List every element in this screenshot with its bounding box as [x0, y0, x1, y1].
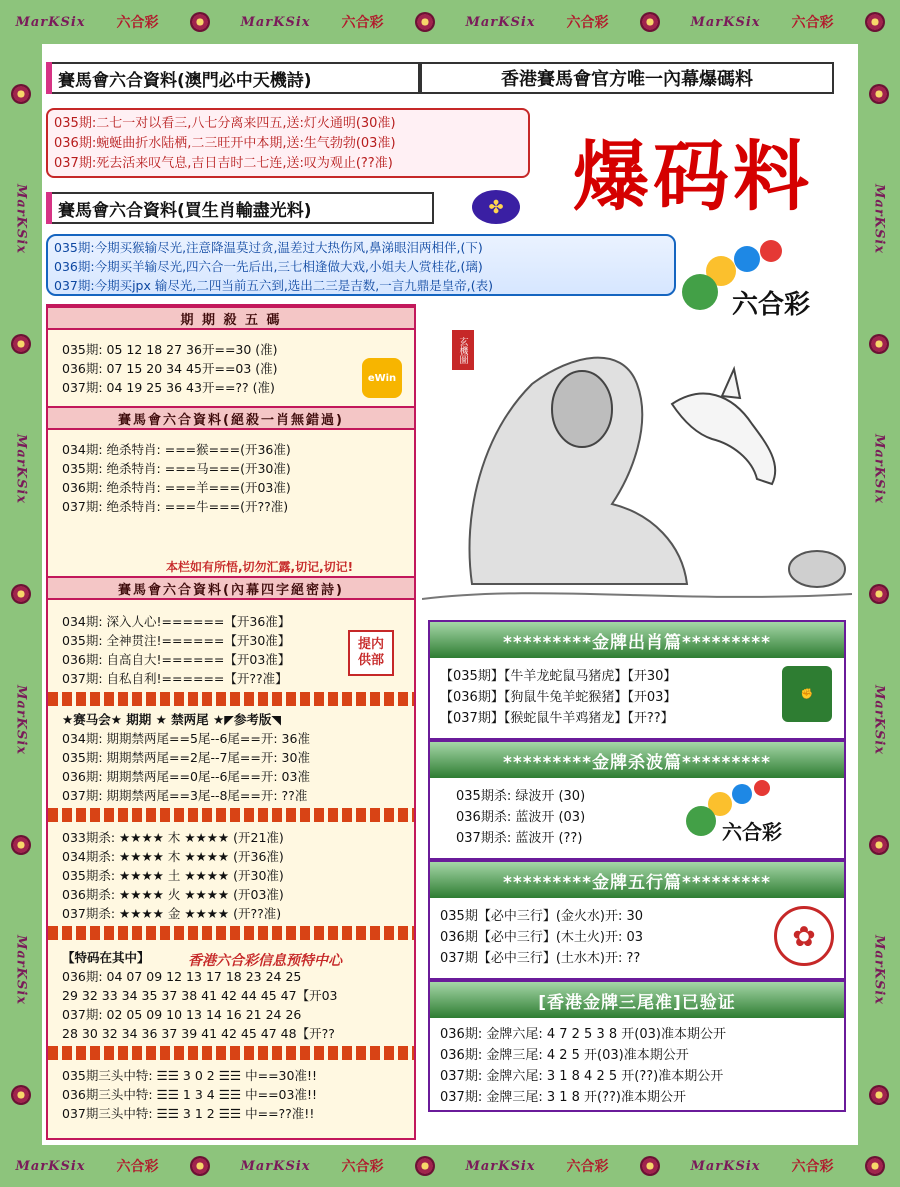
ball-icon — [760, 240, 782, 262]
zodiac-loss-box — [46, 234, 676, 296]
ball-icon — [682, 274, 718, 310]
marksix-label: MarKSix — [690, 1158, 761, 1174]
special-code-row: 28 30 32 34 36 37 39 41 42 45 47 48【开?? — [62, 1026, 335, 1041]
gold-five-body — [430, 898, 844, 978]
lhc-label: 六合彩 — [341, 15, 384, 31]
gold-zodiac-body — [430, 658, 844, 738]
kill-five-list — [62, 340, 278, 397]
headline: 香港賽馬會官方唯一內幕爆碼料 — [420, 62, 834, 94]
kill-zodiac-list — [62, 440, 291, 516]
kill-zodiac-row: 036期: 绝杀特肖: ===羊===(开03准) — [62, 480, 291, 495]
rabbit-ears — [722, 369, 740, 398]
lhc-label: 六合彩 — [791, 15, 834, 31]
gold-zodiac-panel — [428, 620, 846, 740]
title-zodiac — [46, 192, 434, 224]
special-code-row: 037期: 02 05 09 10 13 14 16 21 24 26 — [62, 1007, 302, 1022]
ewin-badge: eWin — [362, 358, 402, 398]
flower-icon — [640, 12, 660, 32]
marksix-label: MarKSix — [13, 684, 29, 755]
tail-ban-head: ★赛马会★ 期期 ★ 禁两尾 ★◤参考版◥ — [62, 712, 281, 727]
marksix-label: MarKSix — [871, 684, 887, 755]
marksix-label: MarKSix — [690, 14, 761, 30]
gold-tail-row: 036期: 金牌三尾: 4 2 5 开(03)准本期公开 — [440, 1048, 689, 1063]
lhc-label: 六合彩 — [116, 15, 159, 31]
rabbit-shape — [672, 394, 775, 484]
flower-icon — [11, 334, 31, 354]
flower-icon — [415, 1156, 435, 1176]
gold-tail-title: [香港金牌三尾准]已验证 — [430, 982, 844, 1018]
gold-five-row: 035期【必中三行】(金火水)开: 30 — [440, 909, 644, 924]
shrub — [789, 551, 845, 587]
marksix-label: MarKSix — [465, 14, 536, 30]
element-kill-row: 035期杀: ★★★★ 土 ★★★★ (开30准) — [62, 868, 284, 883]
info-center-label: 香港六合彩信息预特中心 — [188, 953, 342, 969]
zodiac-loss-row: 037期:今期买jpx 输尽光,二四当前五六到,选出二三是吉数,一言九鼎是皇帝,(表) — [54, 278, 493, 293]
zodiac-loss-row: 035期:今期买猴输尽光,注意降温莫过贪,温差过大热伤风,鼻涕眼泪两相伴,(下) — [54, 240, 483, 255]
border-bottom — [0, 1145, 900, 1187]
kill-five-row: 037期: 04 19 25 36 43开==?? (准) — [62, 380, 275, 395]
rock-hollow — [552, 371, 612, 447]
gold-five-title: *********金牌五行篇********* — [430, 862, 844, 898]
gold-zodiac-row: 【036期】【狗鼠牛兔羊蛇猴猪】【开03】 — [440, 690, 677, 705]
ball-icon — [734, 246, 760, 272]
ground-line — [422, 593, 852, 599]
border-top — [0, 0, 900, 44]
flower-icon — [11, 84, 31, 104]
element-kill-row: 037期杀: ★★★★ 金 ★★★★ (开??准) — [62, 906, 282, 921]
flower-icon — [865, 12, 885, 32]
tail-ban-row: 037期: 期期禁两尾==3尾--8尾==开: ??准 — [62, 788, 308, 803]
flower-icon — [415, 12, 435, 32]
gold-wave-title: *********金牌杀波篇********* — [430, 742, 844, 778]
poem-row: 035期:二七一对以看三,八七分离来四五,送:灯火通明(30准) — [54, 116, 396, 131]
element-kill-row: 034期杀: ★★★★ 木 ★★★★ (开36准) — [62, 849, 284, 864]
gold-zodiac-row: 【037期】【猴蛇鼠牛羊鸡猪龙】【开??】 — [440, 711, 674, 726]
secret-poem-row: 034期: 深入人心!======【开36准】 — [62, 614, 291, 629]
three-head-row: 037期三头中特: ☰☰ 3 1 2 ☰☰ 中==??准!! — [62, 1106, 315, 1121]
lhc-label: 六合彩 — [116, 1159, 159, 1175]
kill-zodiac-row: 034期: 绝杀特肖: ===猴===(开36准) — [62, 442, 291, 457]
gold-five-row: 037期【必中三行】(土水木)开: ?? — [440, 951, 641, 966]
gold-tail-row: 037期: 金牌六尾: 3 1 8 4 2 5 开(??)准本期公开 — [440, 1069, 724, 1084]
coin-logo-icon: ✤ — [472, 190, 520, 224]
secret-poem-title: 賽馬會六合資料(內幕四字絕密詩) — [48, 576, 414, 600]
kill-zodiac-title: 賽馬會六合資料(絕殺一肖無錯過) — [48, 406, 414, 430]
gold-tail-panel — [428, 980, 846, 1112]
color-balls-logo — [680, 780, 840, 856]
gold-five-row: 036期【必中三行】(木土火)开: 03 — [440, 930, 644, 945]
marksix-label: MarKSix — [871, 934, 887, 1005]
gold-wave-row: 037期杀: 蓝波开 (??) — [456, 831, 583, 846]
element-kill-row: 033期杀: ★★★★ 木 ★★★★ (开21准) — [62, 830, 284, 845]
flower-icon — [640, 1156, 660, 1176]
gold-five-panel — [428, 860, 846, 980]
flower-divider — [48, 926, 414, 940]
special-code-row: 036期: 04 07 09 12 13 17 18 23 24 25 — [62, 969, 302, 984]
marksix-label: MarKSix — [465, 1158, 536, 1174]
tail-ban-row: 036期: 期期禁两尾==0尾--6尾==开: 03准 — [62, 769, 310, 784]
flower-divider — [48, 692, 414, 706]
big-title: 爆码料 — [573, 131, 813, 221]
flower-icon — [11, 835, 31, 855]
ball-icon — [754, 780, 770, 796]
tail-ban-row: 034期: 期期禁两尾==5尾--6尾==开: 36准 — [62, 731, 310, 746]
gold-zodiac-row: 【035期】【牛羊龙蛇鼠马猪虎】【开30】 — [440, 669, 677, 684]
title-zodiac-text: 賽馬會六合資料(買生肖輸盡光料) — [58, 200, 312, 221]
flower-icon — [869, 1085, 889, 1105]
secret-poem-row: 036期: 自高自大!======【开03准】 — [62, 652, 291, 667]
element-kill-list — [62, 828, 284, 923]
marksix-label: MarKSix — [15, 14, 86, 30]
marksix-label: MarKSix — [871, 434, 887, 505]
flower-icon — [869, 334, 889, 354]
poem-row: 036期:蜿蜒曲折水陆栖,二三旺开中本期,送:生气勃勃(03准) — [54, 136, 396, 151]
marksix-label: MarKSix — [240, 1158, 311, 1174]
flower-icon — [865, 1156, 885, 1176]
marksix-label: MarKSix — [15, 1158, 86, 1174]
gold-zodiac-title: *********金牌出肖篇********* — [430, 622, 844, 658]
kill-five-row: 036期: 07 15 20 34 45开==03 (准) — [62, 361, 278, 376]
secret-poem-row: 037期: 自私自利!======【开??准】 — [62, 671, 288, 686]
title-poem-text: 賽馬會六合資料(澳門必中天機詩) — [58, 70, 312, 91]
element-kill-row: 036期杀: ★★★★ 火 ★★★★ (开03准) — [62, 887, 284, 902]
flower-icon — [190, 1156, 210, 1176]
kill-zodiac-note: 本栏如有所悟,切勿汇露,切记,切记! — [166, 560, 354, 574]
fist-icon: ✊ — [782, 666, 832, 722]
lhc-label: 六合彩 — [566, 1159, 609, 1175]
kill-zodiac-row: 035期: 绝杀特肖: ===马===(开30准) — [62, 461, 291, 476]
marksix-label: MarKSix — [13, 434, 29, 505]
bauhinia-emblem-icon: ✿ — [774, 906, 834, 966]
title-accent — [46, 62, 52, 94]
tail-ban-list — [62, 710, 310, 805]
title-accent — [46, 192, 52, 224]
flower-icon — [869, 584, 889, 604]
gold-wave-body — [430, 778, 844, 858]
special-code-row: 29 32 33 34 35 37 38 41 42 44 45 47【开03 — [62, 988, 338, 1003]
marksix-label: MarKSix — [240, 14, 311, 30]
left-column — [46, 304, 416, 1140]
gold-tail-row: 037期: 金牌三尾: 3 1 8 开(??)准本期公开 — [440, 1090, 686, 1105]
gold-tail-body — [430, 1018, 844, 1110]
special-code-label: 【特码在其中】 — [62, 950, 150, 965]
gold-tail-row: 036期: 金牌六尾: 4 7 2 5 3 8 开(03)准本期公开 — [440, 1027, 726, 1042]
three-head-row: 035期三头中特: ☰☰ 3 0 2 ☰☰ 中==30准!! — [62, 1068, 317, 1083]
tail-ban-row: 035期: 期期禁两尾==2尾--7尾==开: 30准 — [62, 750, 310, 765]
border-right — [858, 44, 900, 1145]
secret-poem-list — [62, 612, 290, 688]
zodiac-loss-row: 036期:今期买羊输尽光,四六合一先后出,三七相逢做大戏,小姐夫人赏桂花,(璃) — [54, 259, 483, 274]
stamp: 提内 供部 — [348, 630, 394, 676]
poem-box — [46, 108, 530, 178]
kill-zodiac-row: 037期: 绝杀特肖: ===牛===(开??准) — [62, 499, 289, 514]
flower-icon — [869, 835, 889, 855]
lhc-label: 六合彩 — [791, 1159, 834, 1175]
border-left — [0, 44, 42, 1145]
kill-five-row: 035期: 05 12 18 27 36开==30 (准) — [62, 342, 278, 357]
three-head-row: 036期三头中特: ☰☰ 1 3 4 ☰☰ 中==03准!! — [62, 1087, 317, 1102]
flower-icon — [869, 84, 889, 104]
flower-divider — [48, 1046, 414, 1060]
ball-icon — [732, 784, 752, 804]
flower-icon — [11, 1085, 31, 1105]
lhc-logo-text: 六合彩 — [732, 290, 811, 320]
kill-five-title: 期 期 殺 五 碼 — [48, 306, 414, 330]
lhc-label: 六合彩 — [341, 1159, 384, 1175]
title-poem — [46, 62, 420, 94]
page — [42, 44, 858, 1145]
flower-divider — [48, 808, 414, 822]
secret-poem-row: 035期: 全神贯注!======【开30准】 — [62, 633, 291, 648]
flower-icon — [11, 584, 31, 604]
gold-wave-panel — [428, 740, 846, 860]
marksix-label: MarKSix — [13, 934, 29, 1005]
flower-icon — [190, 12, 210, 32]
lhc-label: 六合彩 — [566, 15, 609, 31]
ball-icon — [686, 806, 716, 836]
marksix-label: MarKSix — [13, 184, 29, 255]
marksix-label: MarKSix — [871, 184, 887, 255]
xuanji-tag: 玄機圖 — [452, 330, 474, 370]
riddle-illustration — [422, 314, 852, 614]
lhc-logo-text: 六合彩 — [722, 820, 782, 844]
gold-wave-row: 035期杀: 绿波开 (30) — [456, 789, 586, 804]
gold-wave-row: 036期杀: 蓝波开 (03) — [456, 810, 586, 825]
three-head-list — [62, 1066, 317, 1123]
poem-row: 037期:死去活来叹气息,吉日吉时二七连,送:叹为观止(??准) — [54, 156, 393, 171]
